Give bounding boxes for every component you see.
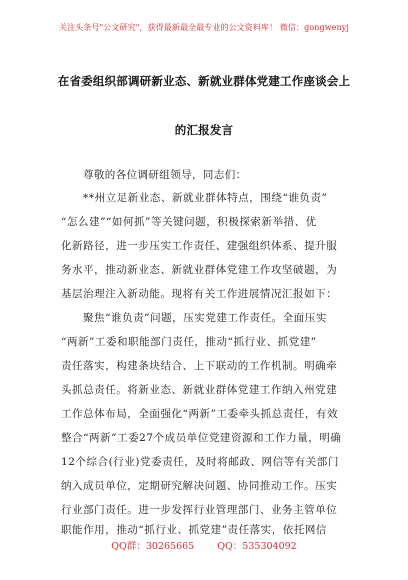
body-line: 职能作用，推动“抓行业、抓党建”责任落实，依托网信 bbox=[61, 524, 327, 536]
document-title-line-1: 在省委组织部调研新业态、新就业群体党建工作座谈会上 bbox=[57, 74, 351, 88]
body-line: 行业部门责任。进一步发挥行业管理部门、业务主管单位 bbox=[61, 504, 338, 516]
body-line: 聚焦“谁负责”问题，压实党建工作责任。全面压实 bbox=[83, 312, 327, 324]
footer-qq: QQ：535304092 bbox=[217, 541, 297, 552]
body-line: 纳入成员单位，定期研究解决问题、协同推动工作。压实 bbox=[61, 480, 338, 492]
body-line: 责任落实，构建条块结合、上下联动的工作机制。明确牵 bbox=[61, 360, 338, 372]
body-line: **州立足新业态、新就业群体特点，围绕“谁负责” bbox=[83, 192, 328, 204]
document-title-line-2: 的汇报发言 bbox=[174, 123, 234, 137]
body-line: 化新路径，进一步压实工作责任、建强组织体系、提升服 bbox=[61, 240, 338, 252]
body-line: “两新”工委和职能部门责任，推动“抓行业、抓党建” bbox=[61, 336, 317, 348]
body-line: 工作总体布局，全面强化“两新”工委牵头抓总责任，有效 bbox=[61, 408, 339, 420]
greeting: 尊敬的各位调研组领导，同志们： bbox=[83, 169, 247, 181]
body-line: 整合“两新”工委27个成员单位党建资源和工作力量，明确 bbox=[61, 432, 342, 444]
body-line: 12个综合(行业)党委责任，及时将邮政、网信等有关部门 bbox=[61, 456, 339, 468]
body-line: 头抓总责任。将新业态、新就业群体党建工作纳入州党建 bbox=[61, 384, 338, 396]
body-line: 务水平，推动新业态、新就业群体党建工作攻坚破题，为 bbox=[61, 264, 338, 276]
footer-contact bbox=[0, 538, 408, 552]
header-promo-banner: 关注头条号"公文研究"，获得最新最全最专业的公文资料库！ 微信：gongwenyj bbox=[59, 23, 349, 32]
body-line: 基层治理注入新动能。现将有关工作进展情况汇报如下： bbox=[61, 288, 338, 300]
footer-qq-group: QQ群：30265665 bbox=[111, 541, 195, 552]
body-line: “怎么建”“如何抓”等关键问题，积极探索新举措、优 bbox=[61, 216, 317, 228]
